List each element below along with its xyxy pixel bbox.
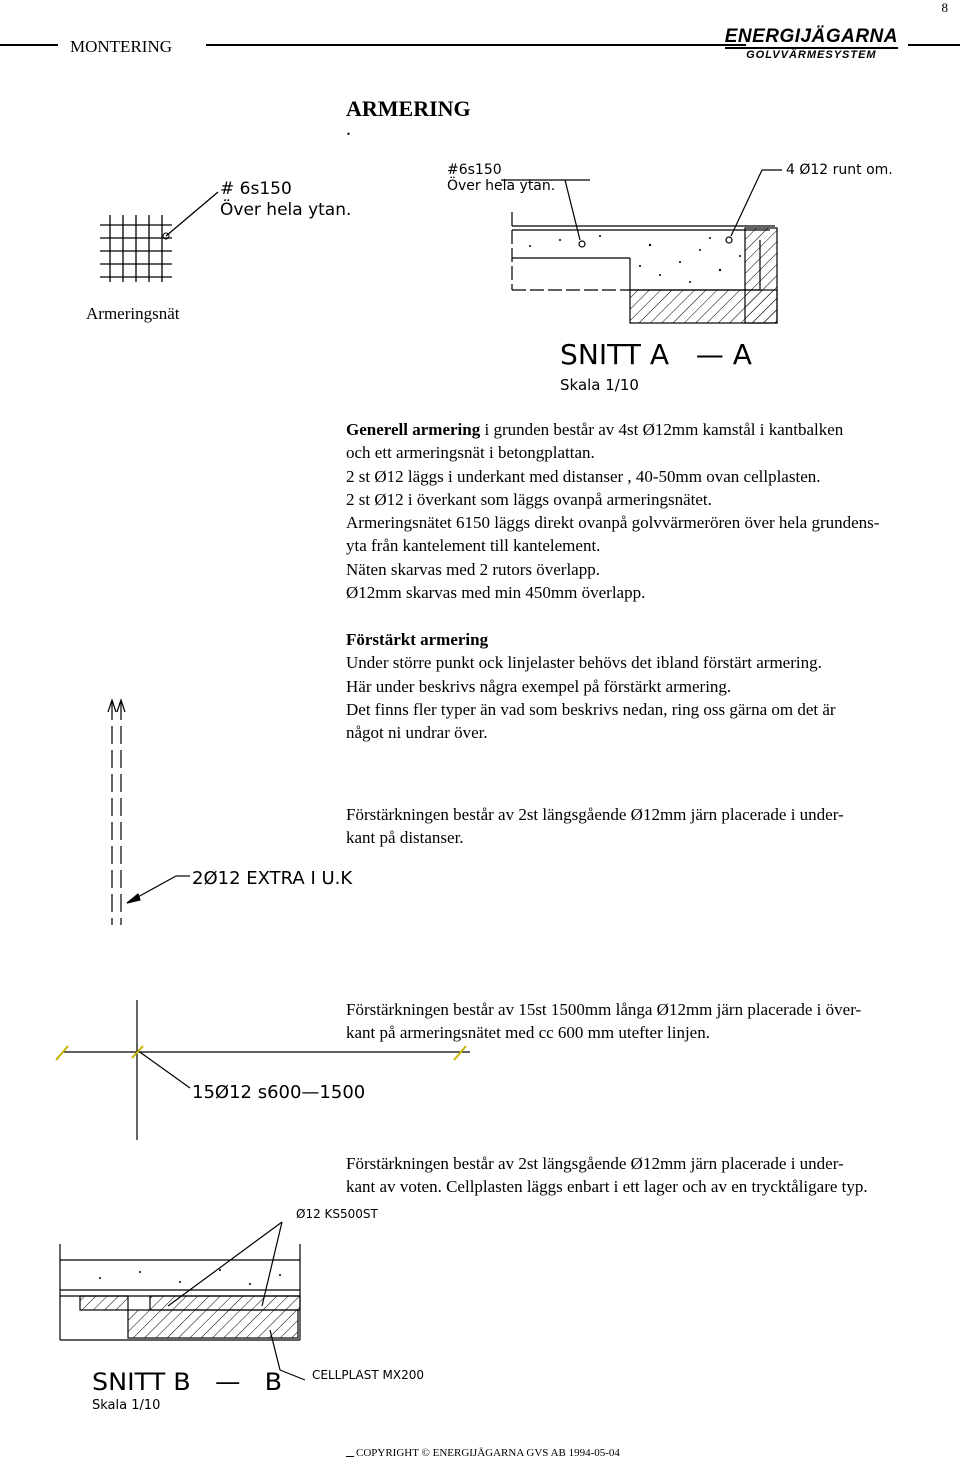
section-b-label-top: Ø12 KS500ST: [296, 1207, 378, 1221]
example-2-text: [346, 998, 916, 1045]
example-3-text: [346, 1152, 916, 1199]
section-b-label-bottom: CELLPLAST MX200: [312, 1368, 424, 1382]
general-line-5: yta från kantelement till kantelement.: [346, 536, 601, 556]
example-3-line-1: kant av voten. Cellplasten läggs enbart i ett lager och av en trycktåligare typ.: [346, 1177, 868, 1197]
general-line-2: 2 st Ø12 läggs i underkant med distanser , 40-50mm ovan cellplasten.: [346, 466, 821, 486]
example-2-line-1: kant på armeringsnätet med cc 600 mm utefter linjen.: [346, 1023, 710, 1043]
example-1-text: [346, 803, 916, 850]
page-heading: ARMERING: [346, 96, 471, 121]
section-a-title: SNITT A — A: [560, 338, 752, 371]
example-2-label: 15Ø12 s600—1500: [192, 1082, 366, 1103]
general-line-7: Ø12mm skarvas med min 450mm överlapp.: [346, 583, 646, 603]
example-1-label: 2Ø12 EXTRA I U.K: [192, 868, 353, 889]
example-1-line-1: kant på distanser.: [346, 828, 464, 848]
general-line-4: Armeringsnätet 6150 läggs direkt ovanpå golvvärmerören över hela grundens-: [346, 513, 880, 533]
general-bold-lead: Generell armering: [346, 420, 481, 439]
section-a-label-right: 4 Ø12 runt om.: [786, 162, 893, 178]
reinforced-line-1: Här under beskrivs några exempel på förstärkt armering.: [346, 676, 732, 696]
general-line-1: och ett armeringsnät i betongplattan.: [346, 443, 595, 463]
mesh-label-2: Över hela ytan.: [220, 200, 352, 220]
example-1-line-0: Förstärkningen består av 2st längsgående Ø12mm järn placerade i under-: [346, 805, 844, 824]
section-b-drawing: [60, 1222, 305, 1380]
section-a-scale: Skala 1/10: [560, 376, 639, 394]
reinforced-line-0: Under större punkt ock linjelaster behövs det ibland förstärt armering.: [346, 653, 822, 673]
general-line-6: Näten skarvas med 2 rutors överlapp.: [346, 559, 600, 579]
reinforced-text: [346, 628, 916, 744]
page-number: 8: [941, 0, 948, 15]
example-1-drawing: [108, 700, 190, 925]
logo-subtitle: GOLVVÄRMESYSTEM: [746, 49, 877, 61]
example-2-line-0: Förstärkningen består av 15st 1500mm långa Ø12mm järn placerade i över-: [346, 1000, 862, 1019]
section-b-title: SNITT B — B: [92, 1368, 282, 1396]
concrete-speckle: [529, 235, 741, 283]
general-line-0: Generell armering i grunden består av 4st Ø12mm kamstål i kantbalken: [346, 420, 844, 439]
section-a-label-left-2: Över hela ytan.: [447, 178, 556, 194]
example-3-line-0: Förstärkningen består av 2st längsgående Ø12mm järn placerade i under-: [346, 1154, 844, 1173]
section-title: MONTERING: [70, 37, 172, 56]
mesh-grid-drawing: [100, 192, 218, 282]
mesh-label-1: # 6s150: [220, 179, 292, 199]
mesh-caption: Armeringsnät: [86, 304, 180, 323]
reinforced-heading: Förstärkt armering: [346, 630, 489, 649]
section-b-scale: Skala 1/10: [92, 1398, 161, 1413]
general-line-3: 2 st Ø12 i överkant som läggs ovanpå armeringsnätet.: [346, 489, 712, 509]
reinforced-line-2: Det finns fler typer än vad som beskrivs nedan, ring oss gärna om det är: [346, 699, 836, 719]
logo-wordmark: ENERGIJÄGARNA: [724, 26, 898, 47]
section-a-label-left-1: #6s150: [447, 162, 502, 178]
footer-copyright: COPYRIGHT © ENERGIJÄGARNA GVS AB 1994-05-04: [356, 1447, 620, 1459]
general-reinforcement-text: [346, 418, 916, 604]
reinforced-line-3: något ni undrar över.: [346, 723, 488, 743]
heading-dot: .: [346, 118, 351, 140]
